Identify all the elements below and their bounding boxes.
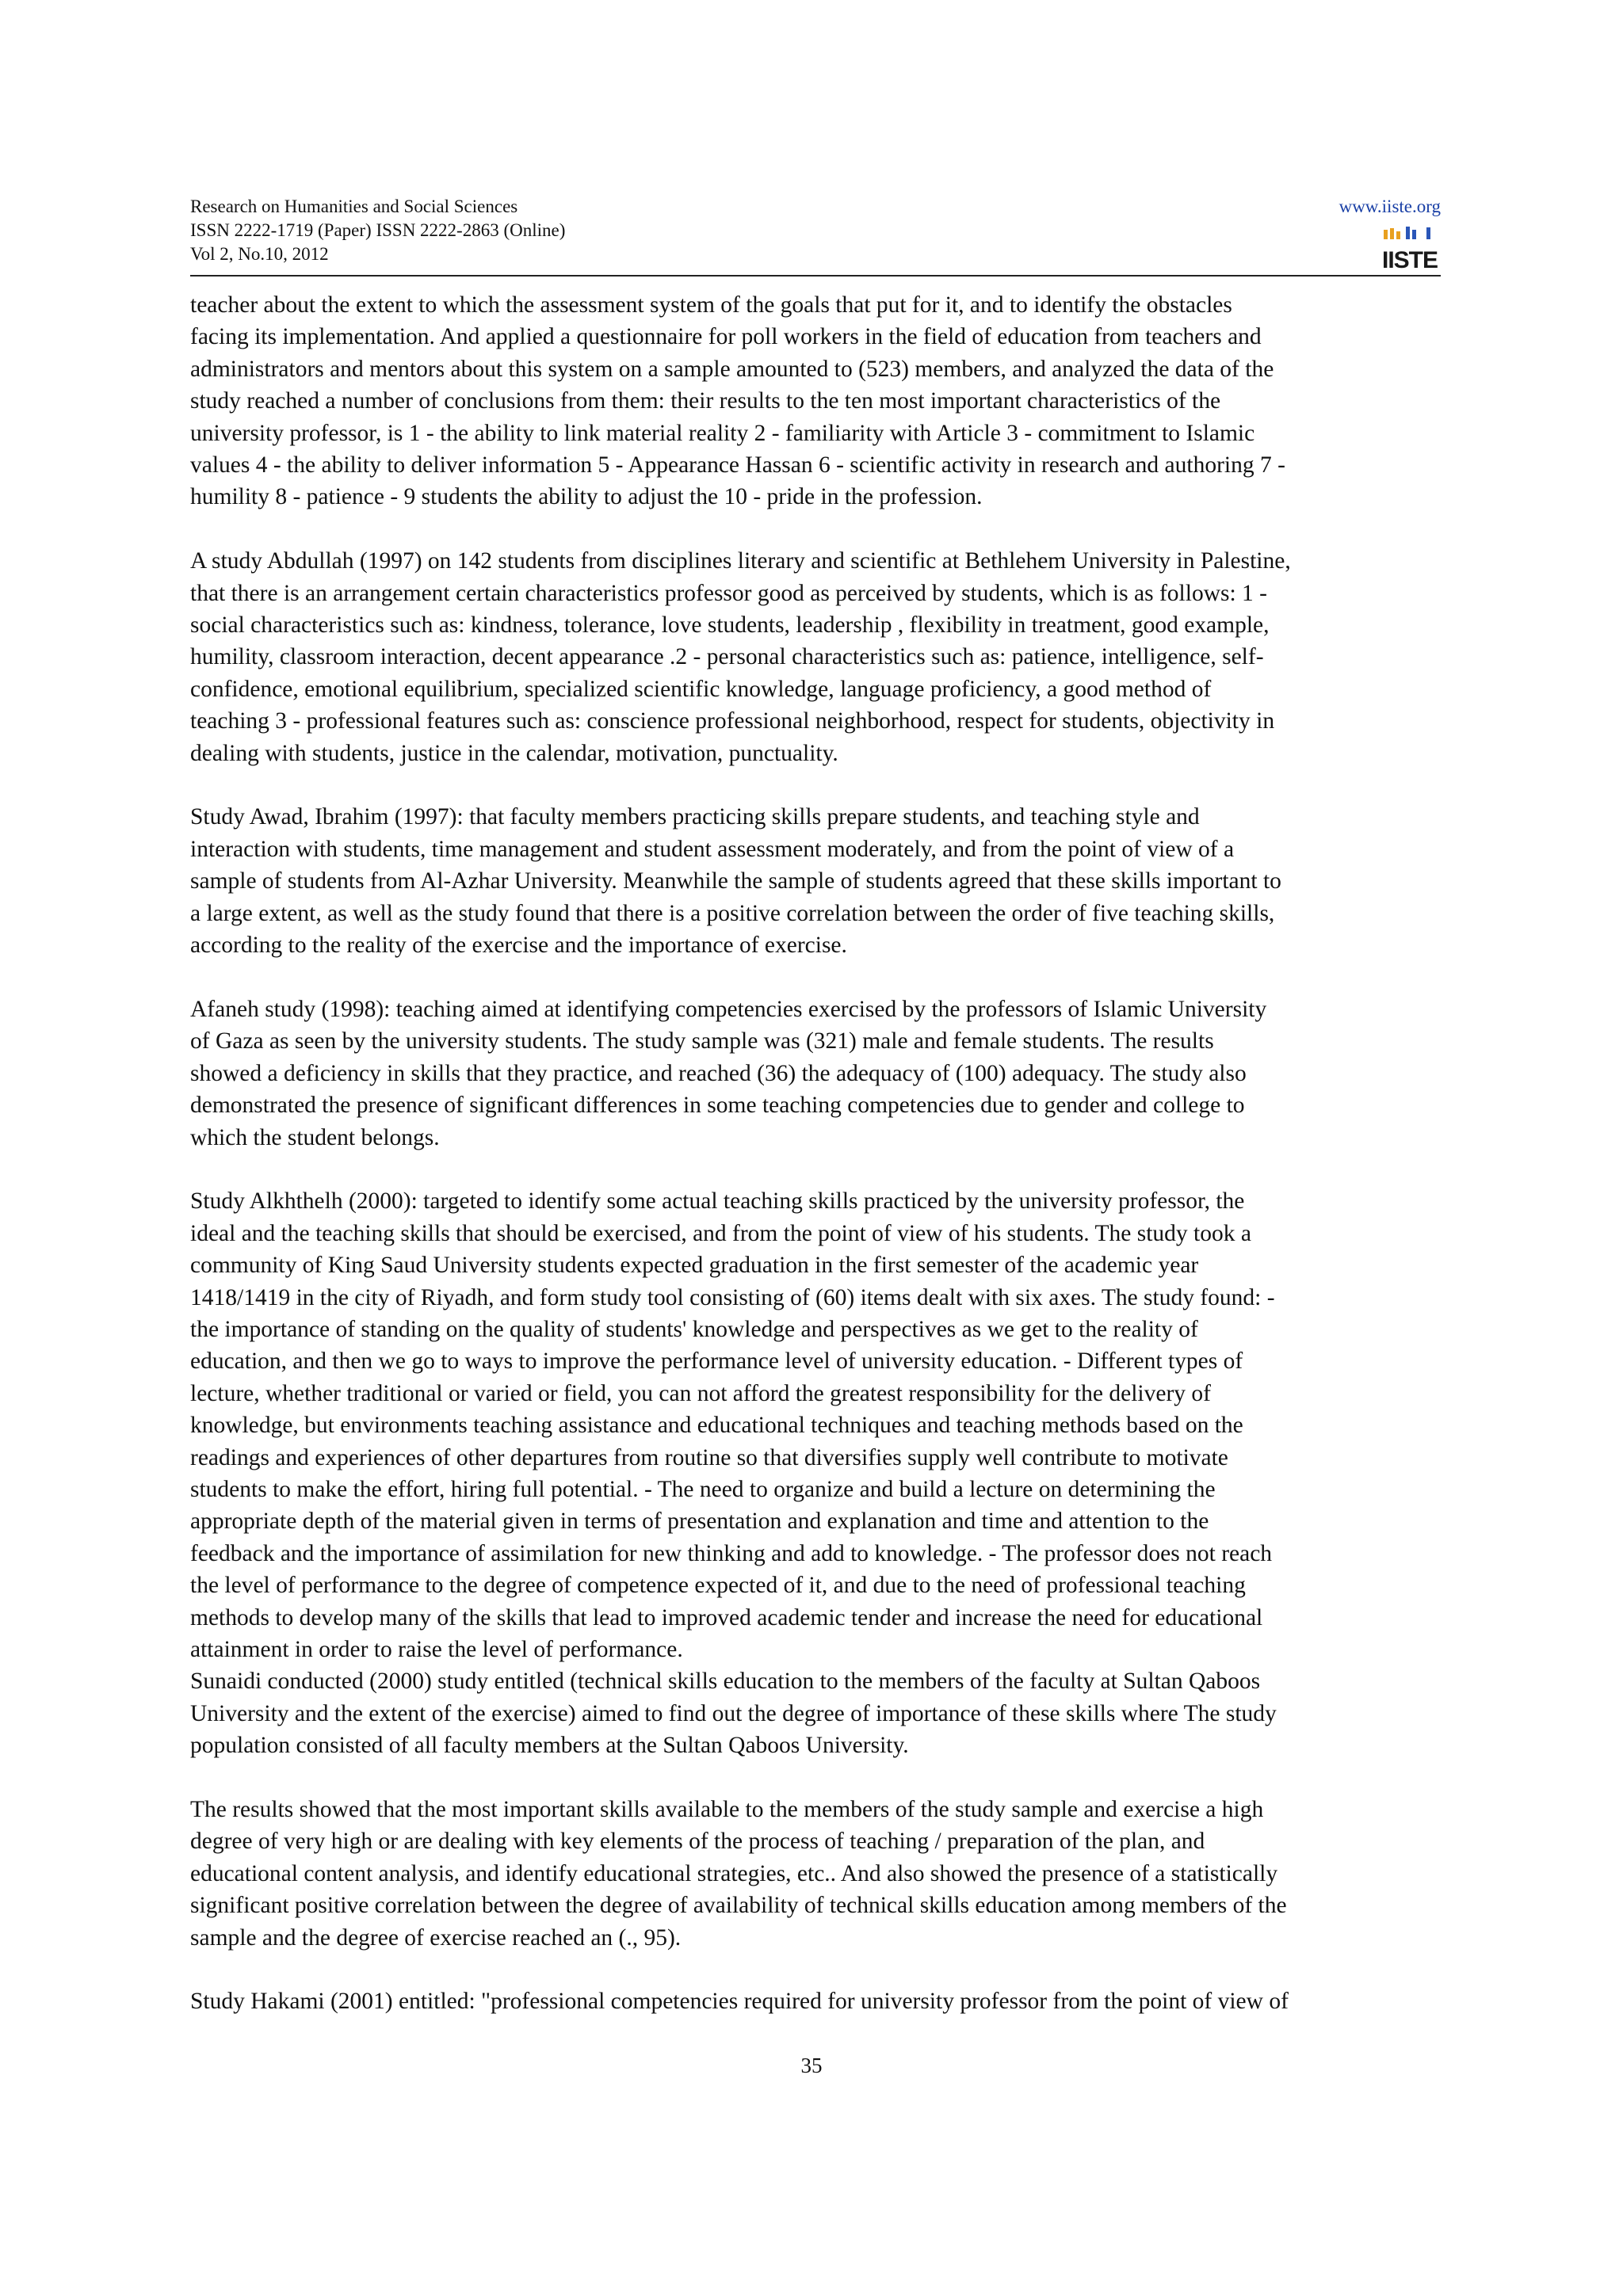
logo-bar-4 xyxy=(1406,227,1410,239)
header-divider xyxy=(190,275,1441,277)
journal-title: Research on Humanities and Social Sciences xyxy=(190,196,518,216)
paragraph-abdullah-1997: A study Abdullah (1997) on 142 students from disciplines literary and scientific at Bethlehem University in Palestine, that there is an arrangement certain characteristics professor good as perceived by students, which is as follows: 1 - social characteristics such as: kindness, tolerance, love students, leadership , flexibility in treatment, good example, humility, classroom interaction, decent appearance .2 - personal characteristics such as: patience, intelligence, self- confidence, emotional equilibrium, specialized scientific knowledge, language proficiency, a good method of teaching 3 - professional features such as: conscience professional neighborhood, respect for students, objectivity in dealing with students, justice in the calendar, motivation, punctuality. xyxy=(190,548,1291,766)
logo-bar-1 xyxy=(1384,230,1388,239)
journal-url-link[interactable]: www.iiste.org xyxy=(1338,196,1441,216)
journal-volume: Vol 2, No.10, 2012 xyxy=(190,244,329,264)
page-number: 35 xyxy=(800,2054,823,2077)
logo-bar-2 xyxy=(1390,228,1394,239)
article-body xyxy=(190,289,1450,2018)
paragraph-assessment-system: teacher about the extent to which the assessment system of the goals that put for it, and to identify the obstacles facing its implementation. And applied a questionnaire for poll workers in the field of education from teachers and administrators and mentors about this system on a sample amounted to (523) members, and analyzed the data of the study reached a number of conclusions from them: their results to the ten most important characteristics of the university professor, is 1 - the ability to link material reality 2 - familiarity with Article 3 - commitment to Islamic values 4 - the ability to deliver information 5 - Appearance Hassan 6 - scientific activity in research and authoring 7 - humility 8 - patience - 9 students the ability to adjust the 10 - pride in the profession. xyxy=(190,292,1285,510)
logo-bar-6 xyxy=(1426,227,1430,239)
logo-wordmark: IISTE xyxy=(1382,247,1438,271)
paragraph-afaneh-1998: Afaneh study (1998): teaching aimed at identifying competencies exercised by the professors of Islamic University of Gaza as seen by the university students. The study sample was (321) male and female students. The results showed a deficiency in skills that they practice, and reached (36) the adequacy of (100) adequacy. The study also demonstrated the presence of significant differences in some teaching competencies due to gender and college to which the student belongs. xyxy=(190,996,1267,1150)
journal-info xyxy=(190,195,565,266)
paragraph-results: The results showed that the most important skills available to the members of the study sample and exercise a high degree of very high or are dealing with key elements of the process of teaching / preparation of the plan, and educational content analysis, and identify educational strategies, etc.. And also showed the presence of a statistically significant positive correlation between the degree of availability of technical skills education among members of the sample and the degree of exercise reached an (., 95). xyxy=(190,1797,1287,1951)
logo-bar-5 xyxy=(1412,230,1416,239)
paragraph-alkhthelh-2000: Study Alkhthelh (2000): targeted to identify some actual teaching skills practiced by the university professor, the ideal and the teaching skills that should be exercised, and from the point of view of his students. The study took a community of King Saud University students expected graduation in the first semester of the academic year 1418/1419 in the city of Riyadh, and form study tool consisting of (60) items dealt with six axes. The study found: - the importance of standing on the quality of students' knowledge and perspectives as we get to the reality of education, and then we go to ways to improve the performance level of university education. - Different types of lecture, whether traditional or varied or field, you can not afford the greatest responsibility for the delivery of knowledge, but environments teaching assistance and educational techniques and teaching methods based on the readings and experiences of other departures from routine so that diversifies supply well contribute to motivate students to make the effort, hiring full potential. - The need to organize and build a lecture on determining the appropriate depth of the material given in terms of presentation and explanation and time and attention to the feedback and the importance of assimilation for new thinking and add to knowledge. - The professor does not reach the level of performance to the degree of competence expected of it, and due to the need of professional teaching methods to develop many of the skills that lead to improved academic tender and increase the need for educational attainment in order to raise the level of performance. xyxy=(190,1188,1275,1662)
paragraph-sunaidi-2000: Sunaidi conducted (2000) study entitled (technical skills education to the members of the faculty at Sultan Qaboos University and the extent of the exercise) aimed to find out the degree of importance of these skills where The study population consisted of all faculty members at the Sultan Qaboos University. xyxy=(190,1669,1277,1759)
iiste-logo xyxy=(1382,225,1438,271)
logo-bar-3 xyxy=(1396,231,1400,239)
paragraph-awad-1997: Study Awad, Ibrahim (1997): that faculty members practicing skills prepare students, and teaching style and interaction with students, time management and student assessment moderately, and from the point of view of a sample of students from Al-Azhar University. Meanwhile the sample of students agreed that these skills important to a large extent, as well as the study found that there is a positive correlation between the order of five teaching skills, according to the reality of the exercise and the importance of exercise. xyxy=(190,804,1281,959)
paragraph-hakami-2001: Study Hakami (2001) entitled: "professional competencies required for university professor from the point of view of xyxy=(190,1989,1289,2015)
page-header xyxy=(190,195,1441,274)
journal-issn: ISSN 2222-1719 (Paper) ISSN 2222-2863 (Online) xyxy=(190,220,566,240)
